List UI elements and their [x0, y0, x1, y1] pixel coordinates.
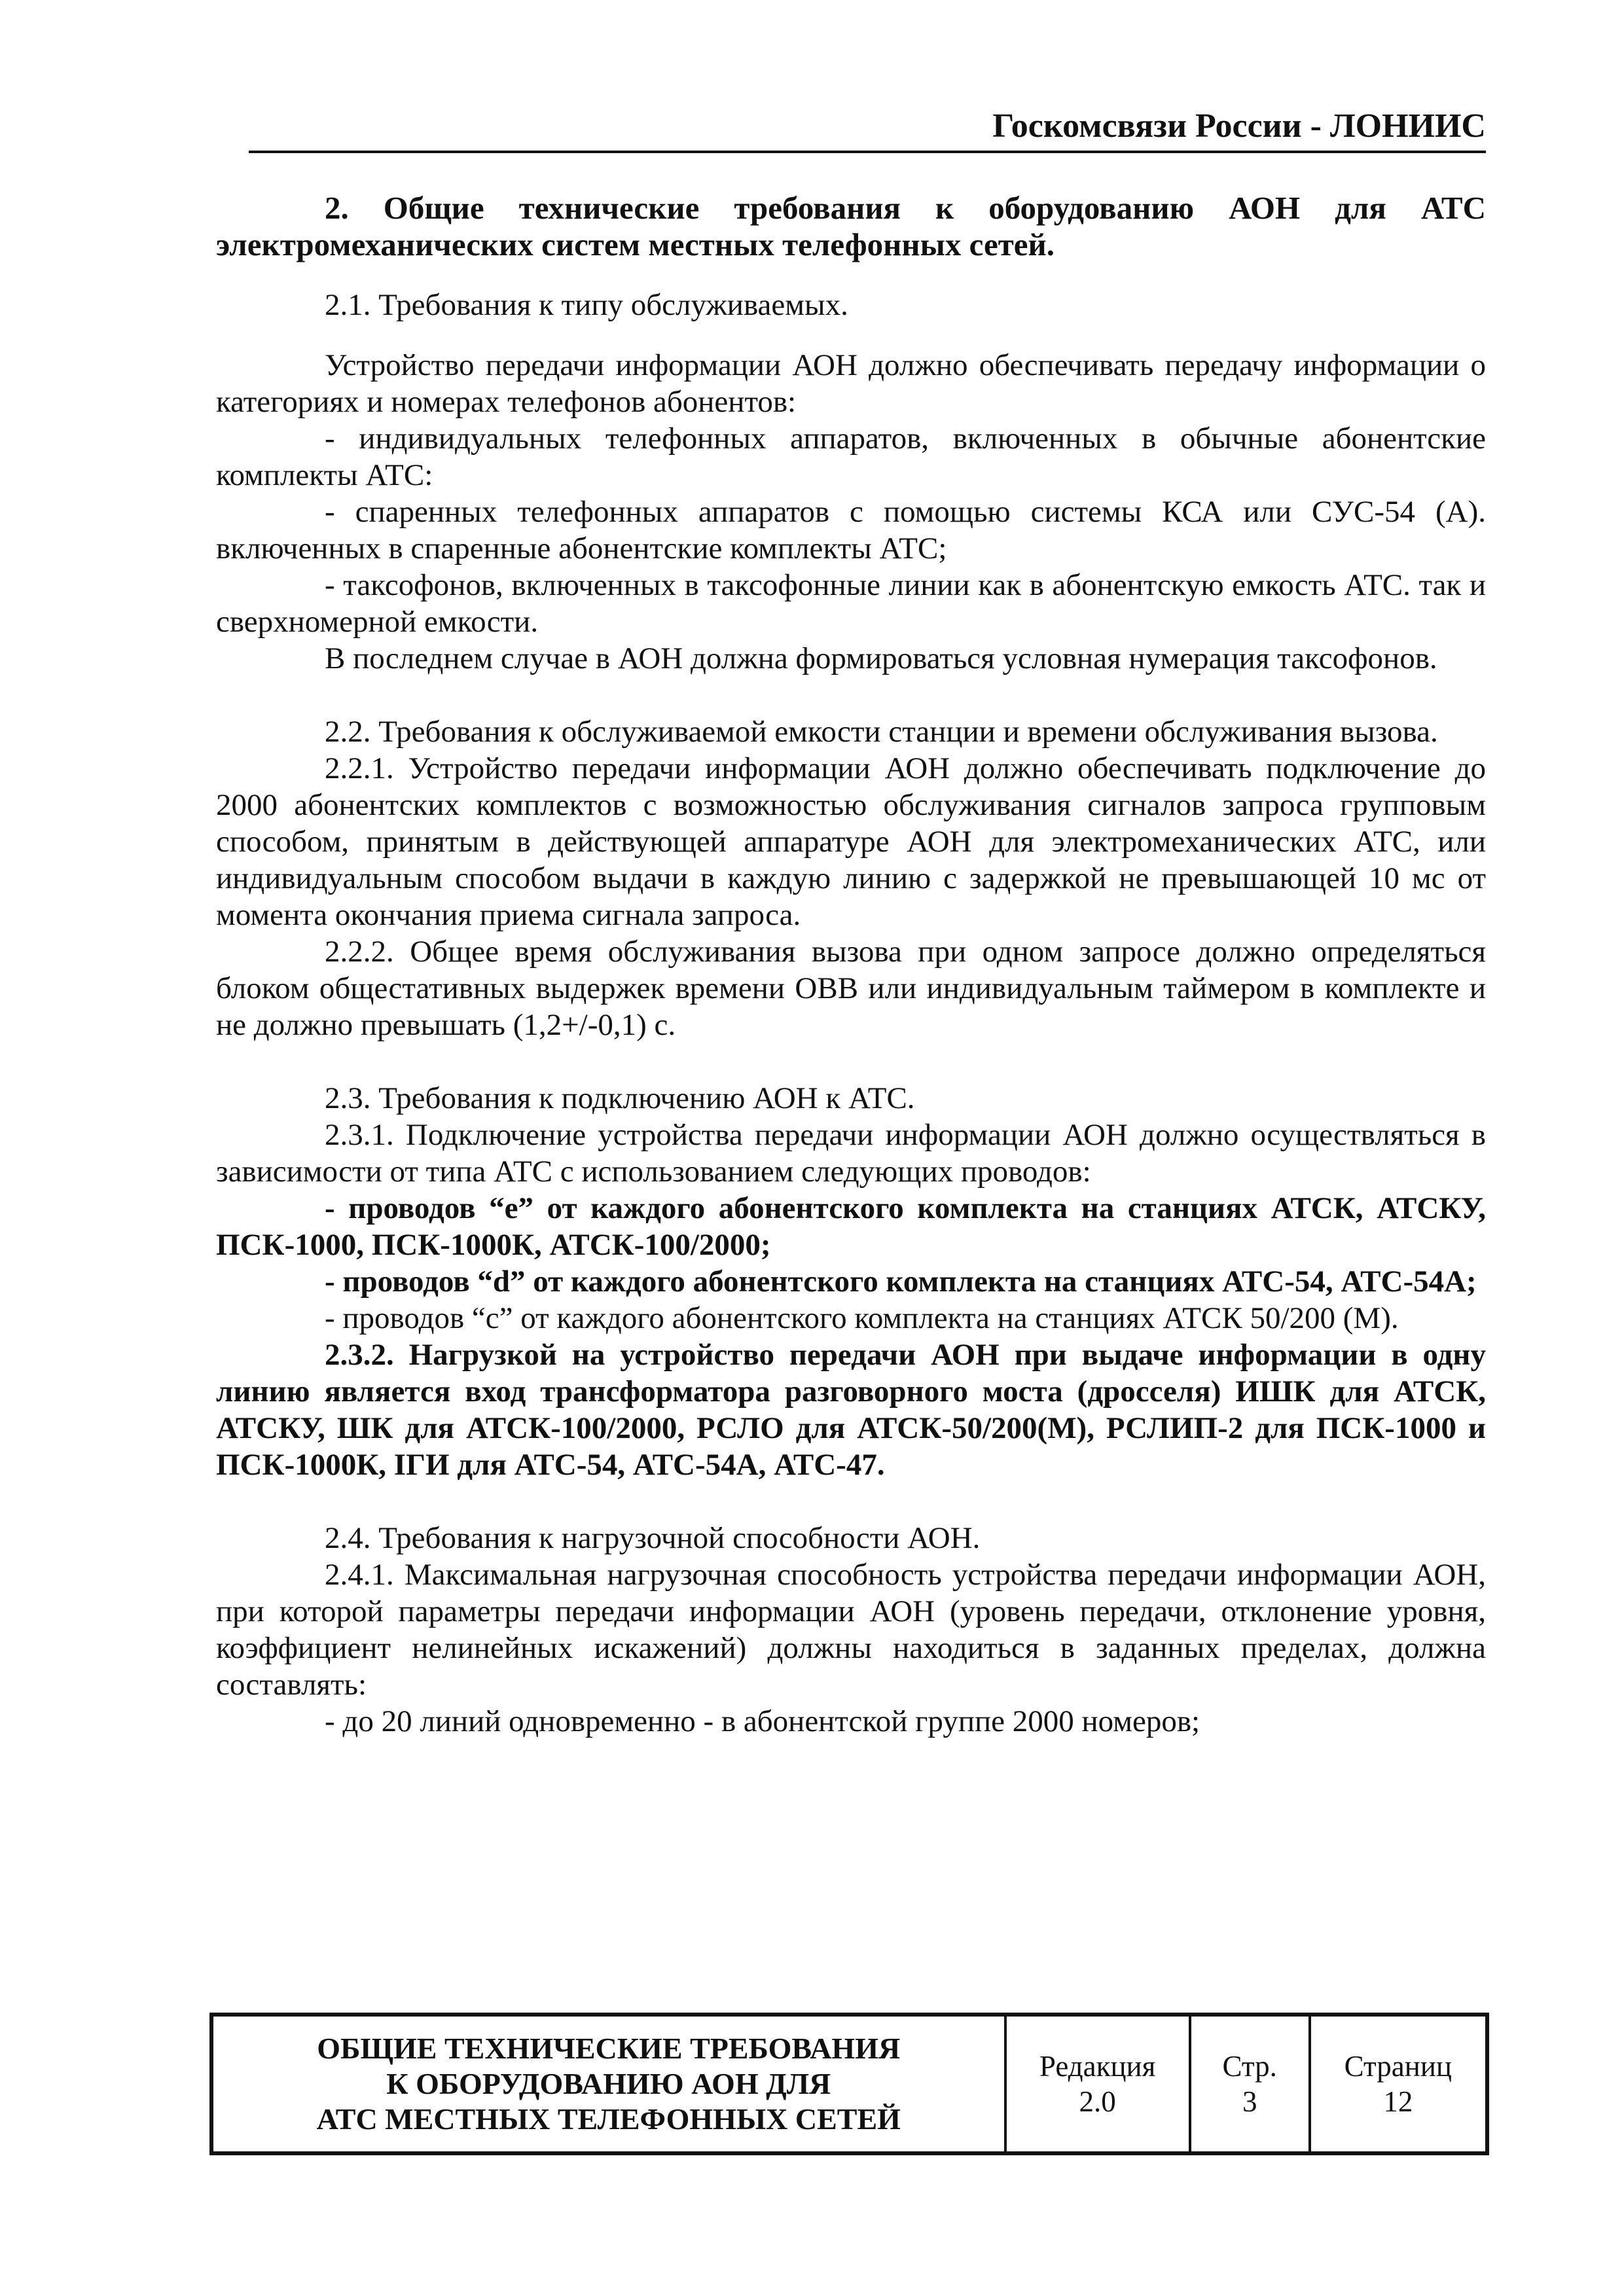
- page-number-value: 3: [1242, 2085, 1257, 2118]
- list-item: - проводов “d” от каждого абонентского комплекта на станциях АТС-54, АТС-54А;: [325, 1265, 1477, 1299]
- document-title-line: АТС МЕСТНЫХ ТЕЛЕФОННЫХ СЕТЕЙ: [316, 2102, 901, 2136]
- section-2-1-note: В последнем случае в АОН должна формироваться условная нумерация таксофонов.: [325, 641, 1437, 675]
- page-header: Госкомсвязи России - ЛОНИИС: [249, 105, 1486, 153]
- list-item: - индивидуальных телефонных аппаратов, включенных в обычные абонентские комплекты АТС:: [216, 422, 1486, 492]
- total-pages-label: Страниц: [1344, 2050, 1452, 2083]
- section-2-1-heading: 2.1. Требования к типу обслуживаемых.: [325, 288, 848, 322]
- total-pages-value: 12: [1383, 2085, 1413, 2118]
- paragraph-2-2-2: 2.2.2. Общее время обслуживания вызова при одном запросе должно определяться блоком общестативных выдержек времени ОВВ или индивидуальным таймером в комплекте и не должно превышать (1,2+/-0,1) с.: [216, 935, 1486, 1042]
- paragraph-2-3-1: 2.3.1. Подключение устройства передачи информации АОН должно осуществляться в зависимости от типа АТС с использованием следующих проводов:: [216, 1118, 1486, 1189]
- document-title-cell: [213, 2017, 1007, 2151]
- page-number-label: Стр.: [1222, 2050, 1277, 2083]
- section-2-2-heading: 2.2. Требования к обслуживаемой емкости станции и времени обслуживания вызова.: [325, 715, 1438, 749]
- list-item: - спаренных телефонных аппаратов с помощью системы КСА или СУС-54 (А). включенных в спаренные абонентские комплекты АТС;: [216, 495, 1486, 565]
- section-2-title: 2. Общие технические требования к оборудованию АОН для АТС электромеханических систем местных телефонных сетей.: [216, 190, 1486, 262]
- document-title-line: К ОБОРУДОВАНИЮ АОН ДЛЯ: [386, 2067, 831, 2100]
- section-2-4-heading: 2.4. Требования к нагрузочной способности АОН.: [325, 1521, 981, 1555]
- edition-cell: [1007, 2017, 1191, 2151]
- list-item: - до 20 линий одновременно - в абонентской группе 2000 номеров;: [325, 1704, 1200, 1738]
- section-2-1-intro: Устройство передачи информации АОН должно обеспечивать передачу информации о категориях и номерах телефонов абонентов:: [216, 348, 1486, 419]
- document-title-line: ОБЩИЕ ТЕХНИЧЕСКИЕ ТРЕБОВАНИЯ: [317, 2032, 901, 2065]
- paragraph-2-2-1: 2.2.1. Устройство передачи информации АОН должно обеспечивать подключение до 2000 абонентских комплектов с возможностью обслуживания сигналов запроса групповым способом, принятым в действующей аппаратуре АОН для электромеханических АТС, или индивидуальным способом выдачи в каждую линию с задержкой не превышающей 10 мс от момента окончания приема сигнала запроса.: [216, 751, 1486, 932]
- page-number-cell: [1191, 2017, 1311, 2151]
- list-item: - проводов “e” от каждого абонентского комплекта на станциях АТСК, АТСКУ, ПСК-1000, ПСК-1000К, АТСК-100/2000;: [216, 1191, 1486, 1262]
- title-block-table: [209, 2013, 1489, 2155]
- paragraph-2-3-2: 2.3.2. Нагрузкой на устройство передачи АОН при выдаче информации в одну линию является вход трансформатора разговорного моста (дросселя) ИШК для АТСК, АТСКУ, ШК для АТСК-100/2000, РСЛО для АТСК-50/200(М), РСЛИП-2 для ПСК-1000 и ПСК-1000К, ІГИ для АТС-54, АТС-54А, АТС-47.: [216, 1338, 1486, 1482]
- list-item: - проводов “c” от каждого абонентского комплекта на станциях АТСК 50/200 (М).: [325, 1301, 1399, 1335]
- edition-label: Редакция: [1039, 2050, 1156, 2083]
- document-body: [216, 190, 1486, 1740]
- edition-value: 2.0: [1079, 2085, 1116, 2118]
- paragraph-2-4-1: 2.4.1. Максимальная нагрузочная способность устройства передачи информации АОН, при которой параметры передачи информации АОН (уровень передачи, отклонение уровня, коэффициент нелинейных искажений) должны находиться в заданных пределах, должна составлять:: [216, 1558, 1486, 1702]
- total-pages-cell: [1311, 2017, 1485, 2151]
- list-item: - таксофонов, включенных в таксофонные линии как в абонентскую емкость АТС. так и сверхномерной емкости.: [216, 568, 1486, 639]
- section-2-3-heading: 2.3. Требования к подключению АОН к АТС.: [325, 1081, 915, 1115]
